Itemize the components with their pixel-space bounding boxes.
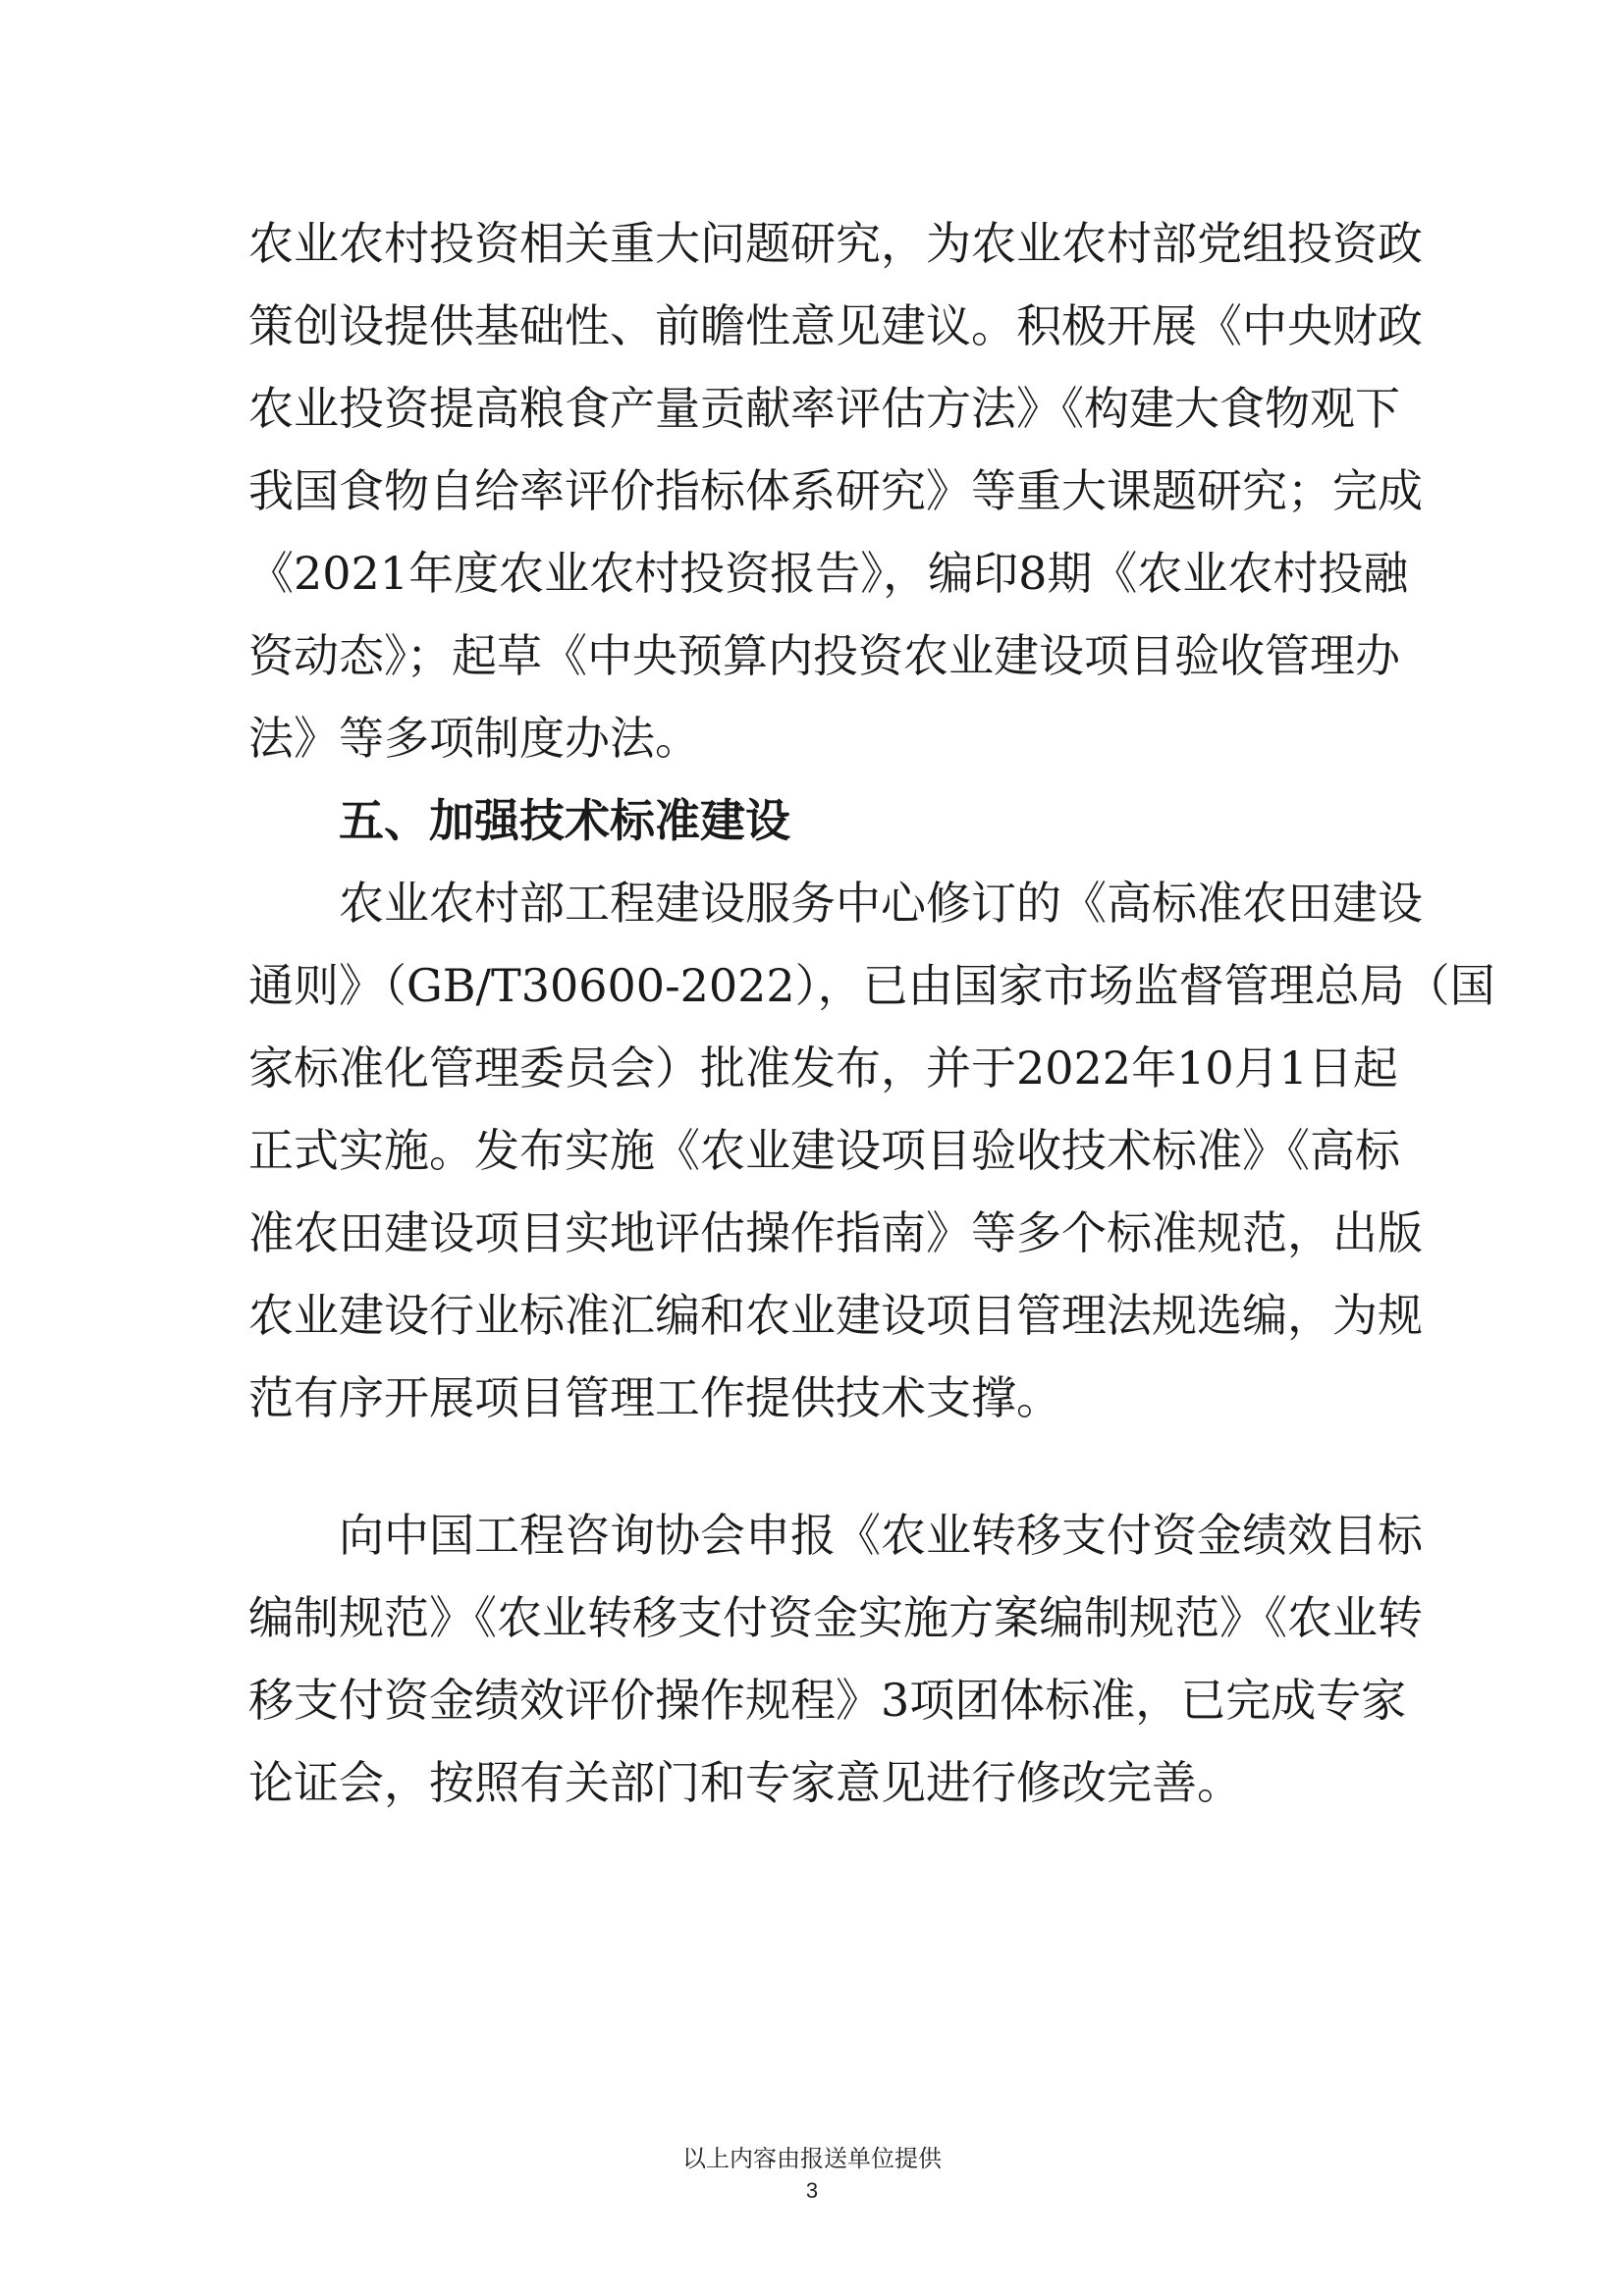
paragraph-1-line-3: 农业投资提高粮食产量贡献率评估方法》《构建大食物观下 <box>248 382 1400 435</box>
paragraph-2-line-3: 家标准化管理委员会）批准发布，并于2022年10月1日起 <box>248 1041 1398 1095</box>
page-number: 3 <box>805 2178 819 2203</box>
section-heading: 五、加强技术标准建设 <box>339 794 790 847</box>
paragraph-2-line-1: 农业农村部工程建设服务中心修订的《高标准农田建设 <box>339 877 1423 930</box>
paragraph-1-line-5: 《2021年度农业农村投资报告》，编印8期《农业农村投融 <box>248 547 1409 600</box>
paragraph-1-line-2: 策创设提供基础性、前瞻性意见建议。积极开展《中央财政 <box>248 299 1423 352</box>
paragraph-2-line-5: 准农田建设项目实地评估操作指南》等多个标准规范，出版 <box>248 1206 1423 1259</box>
paragraph-3-line-2: 编制规范》《农业转移支付资金实施方案编制规范》《农业转 <box>248 1591 1423 1644</box>
paragraph-2-line-4: 正式实施。发布实施《农业建设项目验收技术标准》《高标 <box>248 1124 1400 1177</box>
footer-source-note: 以上内容由报送单位提供 <box>682 2145 942 2172</box>
paragraph-1-line-6: 资动态》；起草《中央预算内投资农业建设项目验收管理办 <box>248 629 1400 682</box>
paragraph-3-line-1: 向中国工程咨询协会申报《农业转移支付资金绩效目标 <box>339 1509 1423 1562</box>
paragraph-1-line-1: 农业农村投资相关重大问题研究，为农业农村部党组投资政 <box>248 217 1423 270</box>
paragraph-2-line-2: 通则》（GB/T30600-2022），已由国家市场监督管理总局（国 <box>248 959 1495 1012</box>
paragraph-3-line-4: 论证会，按照有关部门和专家意见进行修改完善。 <box>248 1756 1242 1809</box>
paragraph-1-line-7: 法》等多项制度办法。 <box>248 712 700 765</box>
paragraph-3-line-3: 移支付资金绩效评价操作规程》3项团体标准，已完成专家 <box>248 1674 1407 1727</box>
paragraph-2-line-6: 农业建设行业标准汇编和农业建设项目管理法规选编，为规 <box>248 1289 1423 1342</box>
paragraph-2-line-7: 范有序开展项目管理工作提供技术支撑。 <box>248 1371 1061 1424</box>
paragraph-1-line-4: 我国食物自给率评价指标体系研究》等重大课题研究；完成 <box>248 464 1423 517</box>
